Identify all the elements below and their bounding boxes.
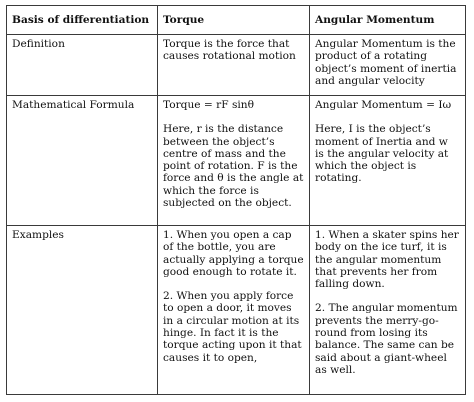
basis-cell — [7, 96, 158, 226]
angular-momentum-cell — [310, 226, 466, 395]
header-angular-momentum: Angular Momentum — [310, 6, 466, 35]
angular-momentum-definition: Angular Momentum is the product of a rotating object’s moment of inertia and angular velocity — [315, 38, 457, 87]
basis-label: Definition — [12, 38, 65, 50]
basis-label: Mathematical Formula — [12, 99, 135, 111]
torque-formula-explanation: Here, r is the distance between the object’s centre of mass and the point of rotation. F is the force and θ is the angle at which the force is subjected on the object. — [163, 123, 304, 210]
angular-momentum-cell — [310, 35, 466, 96]
basis-cell — [7, 35, 158, 96]
header-basis: Basis of differentiation — [7, 6, 158, 35]
angular-momentum-example-1: 1. When a skater spins her body on the ice turf, it is the angular momentum that prevents her from falling down. — [315, 229, 459, 291]
torque-formula: Torque = rF sinθ — [163, 99, 254, 111]
torque-definition: Torque is the force that causes rotational motion — [163, 38, 296, 63]
torque-example-1: 1. When you open a cap of the bottle, you are actually applying a torque good enough to rotate it. — [163, 229, 304, 278]
basis-cell — [7, 226, 158, 395]
table-row-examples — [7, 226, 466, 395]
comparison-table — [6, 5, 466, 395]
torque-cell — [158, 226, 310, 395]
table-row-formula — [7, 96, 466, 226]
angular-momentum-formula: Angular Momentum = Iω — [315, 99, 452, 111]
table-row-definition — [7, 35, 466, 96]
header-row — [7, 6, 466, 35]
basis-label: Examples — [12, 229, 64, 241]
angular-momentum-example-2: 2. The angular momentum prevents the merry-go-round from losing its balance. The same can be said about a giant-wheel as well. — [315, 302, 458, 376]
header-torque: Torque — [158, 6, 310, 35]
torque-cell — [158, 35, 310, 96]
torque-example-2: 2. When you apply force to open a door, it moves in a circular motion at its hinge. In fact it is the torque acting upon it that causes it to open, — [163, 290, 302, 364]
angular-momentum-cell — [310, 96, 466, 226]
angular-momentum-formula-explanation: Here, I is the object’s moment of Inertia and w is the angular velocity at which the object is rotating. — [315, 123, 449, 185]
torque-cell — [158, 96, 310, 226]
